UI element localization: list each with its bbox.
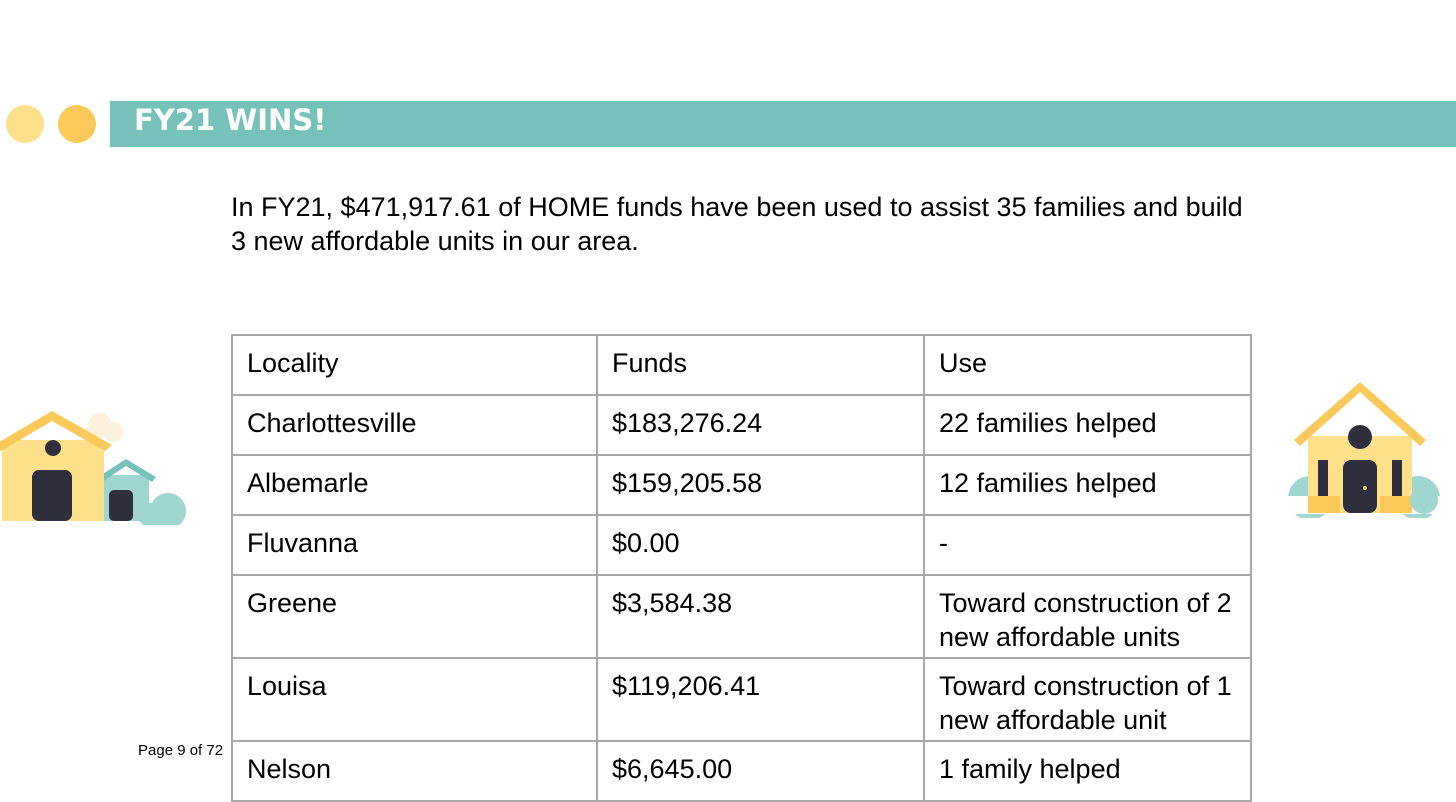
cell-locality: Albemarle bbox=[232, 455, 597, 515]
column-header-funds: Funds bbox=[597, 335, 924, 395]
intro-paragraph: In FY21, $471,917.61 of HOME funds have been used to assist 35 families and build 3 new affordable units in our area. bbox=[231, 192, 1243, 256]
cell-use: 12 families helped bbox=[924, 455, 1251, 515]
decorative-dot-dark bbox=[58, 105, 96, 143]
cell-funds: $183,276.24 bbox=[597, 395, 924, 455]
table-row bbox=[232, 515, 1251, 575]
cell-use: Toward construction of 2 new affordable units bbox=[924, 575, 1251, 658]
column-header-use: Use bbox=[924, 335, 1251, 395]
cell-use: - bbox=[924, 515, 1251, 575]
table-row bbox=[232, 455, 1251, 515]
home-funds-table bbox=[231, 334, 1252, 802]
section-title: FY21 WINS! bbox=[134, 103, 327, 137]
cell-use: Toward construction of 1 new affordable unit bbox=[924, 658, 1251, 741]
houses-left-icon bbox=[0, 405, 190, 525]
column-header-locality: Locality bbox=[232, 335, 597, 395]
cell-locality: Nelson bbox=[232, 741, 597, 801]
section-banner bbox=[110, 101, 1456, 147]
table-row bbox=[232, 395, 1251, 455]
table-row bbox=[232, 575, 1251, 658]
table-row bbox=[232, 658, 1251, 741]
table-header-row bbox=[232, 335, 1251, 395]
page-number: Page 9 of 72 bbox=[138, 742, 224, 759]
cell-funds: $0.00 bbox=[597, 515, 924, 575]
cell-locality: Greene bbox=[232, 575, 597, 658]
cell-use: 22 families helped bbox=[924, 395, 1251, 455]
cell-use: 1 family helped bbox=[924, 741, 1251, 801]
table-row bbox=[232, 741, 1251, 801]
decorative-dot-light bbox=[6, 105, 44, 143]
cell-funds: $159,205.58 bbox=[597, 455, 924, 515]
cell-funds: $6,645.00 bbox=[597, 741, 924, 801]
house-right-icon bbox=[1284, 378, 1444, 518]
cell-locality: Fluvanna bbox=[232, 515, 597, 575]
cell-locality: Charlottesville bbox=[232, 395, 597, 455]
cell-funds: $119,206.41 bbox=[597, 658, 924, 741]
cell-funds: $3,584.38 bbox=[597, 575, 924, 658]
cell-locality: Louisa bbox=[232, 658, 597, 741]
